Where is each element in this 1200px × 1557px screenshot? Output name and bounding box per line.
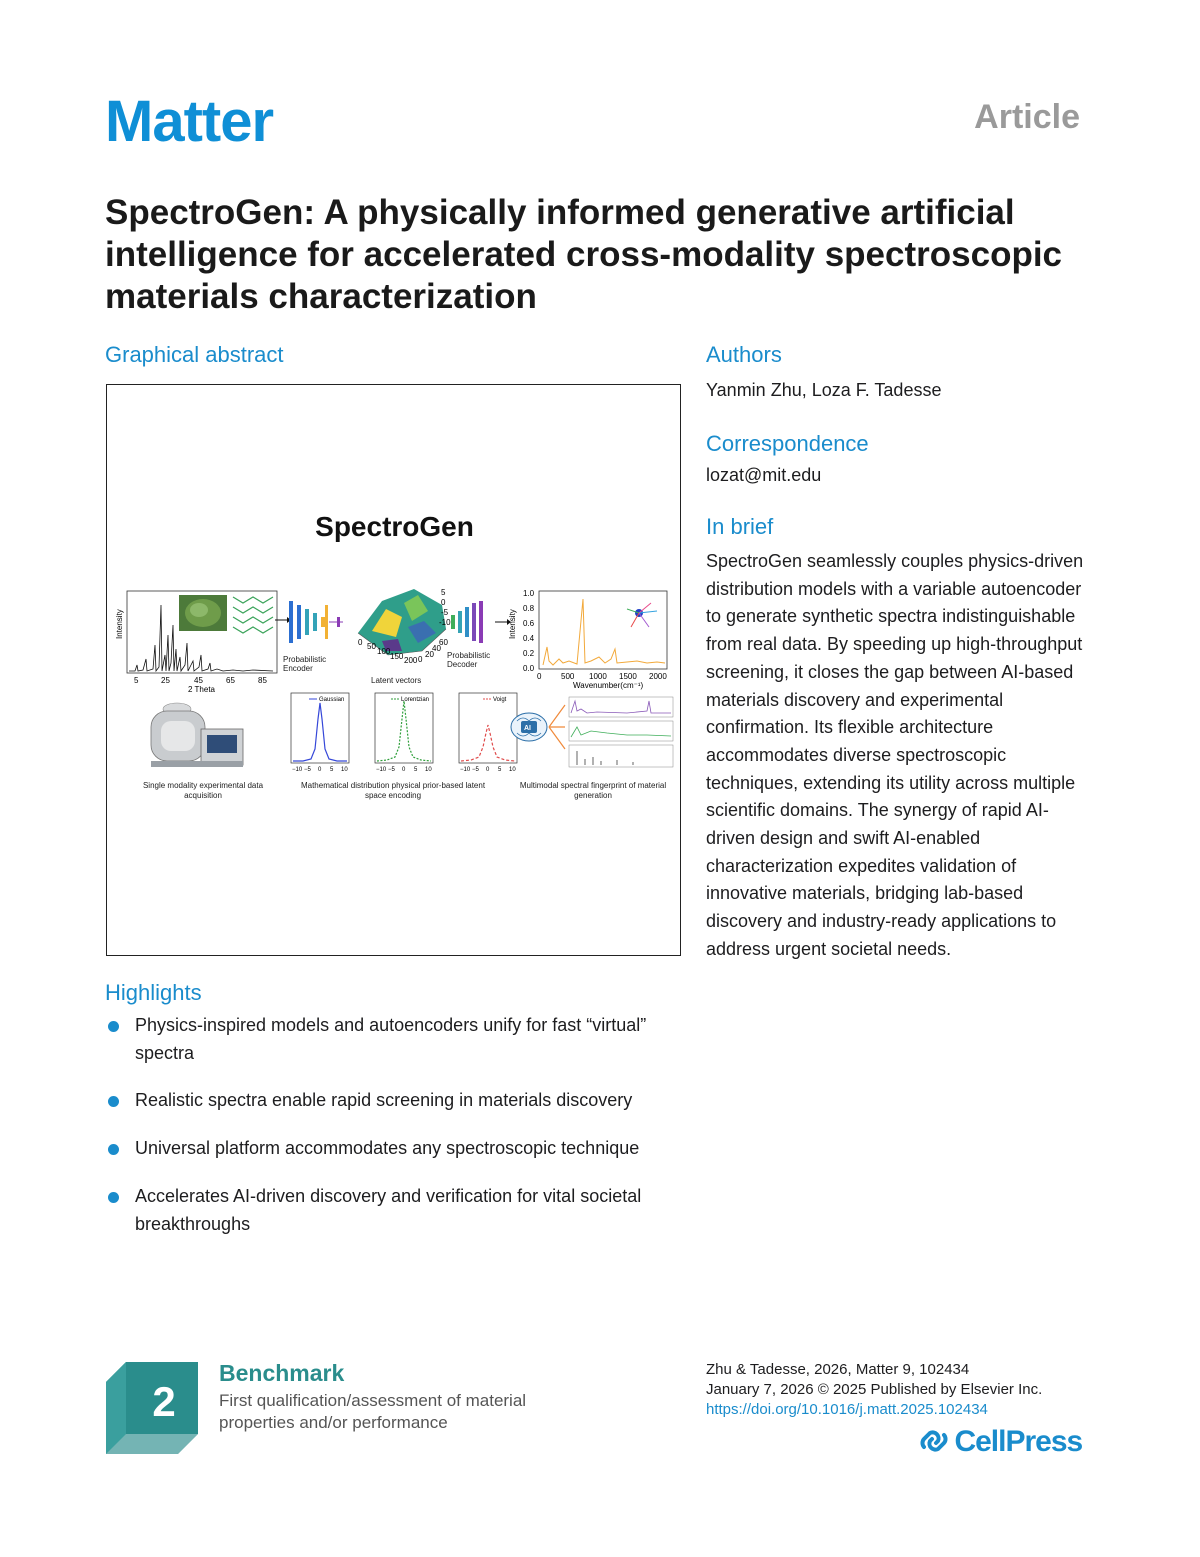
citation-date: January 7, 2026 © 2025 Published by Elsevier Inc. (706, 1381, 1043, 1398)
xrd-xtick: 65 (226, 676, 235, 685)
legend-lorentzian: Lorentzian (401, 697, 430, 703)
raman-ytick: 0.0 (523, 664, 535, 673)
multimodal-spectra-panel (507, 691, 677, 773)
raman-ytick: 1.0 (523, 589, 535, 598)
bullet-icon (108, 1096, 119, 1107)
citation-block (706, 1360, 1042, 1420)
in-brief-text: SpectroGen seamlessly couples physics-driven distribution models with a variable autoencoder to generate synthetic spectra indistinguishable from real data. By speeding up high-throughput screening, it closes the gap between AI-based materials discovery and experimental confirmation. Its flexible architecture accommodates diverse spectroscopic techniques, extending its utility across multiple scientific domains. The synergy of rapid AI-driven design and swift AI-enabled characterization expedites validation of innovative materials, bridging lab-based discovery and industry-ready applications to address urgent societal needs. (706, 551, 1084, 959)
latent-ytick: 0 (418, 655, 423, 664)
dist-xtick: 10 (509, 767, 516, 773)
doi-link[interactable]: https://doi.org/10.1016/j.matt.2025.102434 (706, 1401, 988, 1418)
latent-ytick: 60 (439, 638, 448, 647)
decoder-network-icon (449, 599, 499, 645)
legend-voigt: Voigt (493, 697, 507, 703)
latent-label: Latent vectors (371, 676, 422, 685)
latent-ztick: 5 (441, 588, 446, 597)
cellpress-link-icon (918, 1425, 950, 1457)
dist-xtick: 10 (425, 767, 432, 773)
dist-xtick: 5 (498, 767, 502, 773)
decoder-label: Probabilistic Decoder (447, 651, 491, 669)
raman-ylabel: Intensity (508, 609, 517, 639)
cellpress-wordmark: CellPress (954, 1425, 1083, 1458)
raman-ytick: 0.6 (523, 619, 535, 628)
xrd-xtick: 85 (258, 676, 267, 685)
dist-xtick: −10 (292, 767, 303, 773)
correspondence-heading: Correspondence (706, 431, 869, 456)
highlight-item: Universal platform accommodates any spectroscopic technique (105, 1135, 665, 1163)
dist-xtick: −5 (472, 767, 479, 773)
in-brief-heading: In brief (706, 514, 774, 539)
raman-xtick: 0 (537, 672, 542, 681)
highlight-item: Physics-inspired models and autoencoders unify for fast “virtual” spectra (105, 1012, 665, 1067)
latent-ytick: 40 (432, 644, 441, 653)
highlight-item: Accelerates AI-driven discovery and verification for vital societal breakthroughs (105, 1183, 665, 1238)
highlight-item: Realistic spectra enable rapid screening in materials discovery (105, 1087, 665, 1115)
dist-xtick: −10 (376, 767, 387, 773)
dist-xtick: 10 (341, 767, 348, 773)
bullet-icon (108, 1144, 119, 1155)
raman-xtick: 1000 (589, 672, 607, 681)
benchmark-badge-icon (106, 1362, 198, 1458)
dist-xtick: 0 (486, 767, 490, 773)
latent-ztick: 0 (441, 598, 446, 607)
bullet-icon (108, 1021, 119, 1032)
figure-title: SpectroGen (315, 511, 474, 542)
latent-xtick: 50 (367, 642, 376, 651)
article-type-label: Article (974, 98, 1080, 136)
benchmark-number: 2 (152, 1378, 176, 1425)
raman-xtick: 2000 (649, 672, 667, 681)
article-title: SpectroGen: A physically informed generative artificial intelligence for accelerated cross-modality spectroscopic materials characterization (105, 193, 1063, 316)
dist-xtick: 0 (402, 767, 406, 773)
dist-xtick: 0 (318, 767, 322, 773)
raman-xtick: 1500 (619, 672, 637, 681)
latent-ytick: 20 (425, 650, 434, 659)
dist-xtick: −5 (388, 767, 395, 773)
latent-ztick: -10 (439, 618, 451, 627)
ai-label: AI (524, 725, 531, 732)
xrd-xtick: 45 (194, 676, 203, 685)
latent-xtick: 200 (404, 656, 418, 665)
highlights-list (105, 1012, 665, 1258)
latent-xtick: 0 (358, 638, 363, 647)
caption-acquisition: Single modality experimental data acquisition (142, 781, 264, 800)
raman-xtick: 500 (561, 672, 575, 681)
dist-xtick: 5 (330, 767, 334, 773)
xrd-xtick: 5 (134, 676, 139, 685)
latent-xtick: 150 (390, 652, 404, 661)
citation-line: Zhu & Tadesse, 2026, Matter 9, 102434 (706, 1361, 970, 1378)
raman-ytick: 0.2 (523, 649, 535, 658)
raman-ytick: 0.4 (523, 634, 535, 643)
benchmark-title: Benchmark (219, 1360, 345, 1386)
dist-xtick: 5 (414, 767, 418, 773)
graphical-abstract-figure (106, 384, 681, 956)
raman-ytick: 0.8 (523, 604, 535, 613)
distribution-plots (279, 689, 529, 779)
author-names: Yanmin Zhu, Loza F. Tadesse (706, 380, 942, 400)
benchmark-description: First qualification/assessment of material properties and/or performance (219, 1391, 527, 1432)
dist-xtick: −10 (460, 767, 471, 773)
xrd-xlabel: 2 Theta (188, 685, 215, 694)
encoder-label: Probabilistic Encoder (283, 655, 327, 673)
journal-name: Matter (105, 89, 274, 154)
raman-xlabel: Wavenumber(cm⁻¹) (573, 681, 644, 690)
latent-surface-plot (352, 581, 452, 677)
encoder-network-icon (287, 597, 349, 647)
latent-ztick: -5 (441, 608, 449, 617)
legend-gaussian: Gaussian (319, 697, 345, 703)
raman-spectrum-plot (507, 587, 677, 691)
graphical-abstract-heading: Graphical abstract (105, 342, 284, 367)
xrd-ylabel: Intensity (115, 609, 124, 639)
xrd-xtick: 25 (161, 676, 170, 685)
cellpress-logo (918, 1425, 1082, 1459)
caption-generation: Multimodal spectral fingerprint of material generation (519, 781, 667, 800)
instrument-illustration (147, 699, 247, 771)
xrd-pattern-plot (113, 585, 283, 695)
authors-heading: Authors (706, 342, 782, 367)
latent-xtick: 100 (377, 647, 391, 656)
highlights-heading: Highlights (105, 980, 202, 1005)
bullet-icon (108, 1192, 119, 1203)
correspondence-email[interactable]: lozat@mit.edu (706, 465, 822, 485)
caption-encoding: Mathematical distribution physical prior-based latent space encoding (300, 781, 486, 800)
dist-xtick: −5 (304, 767, 311, 773)
